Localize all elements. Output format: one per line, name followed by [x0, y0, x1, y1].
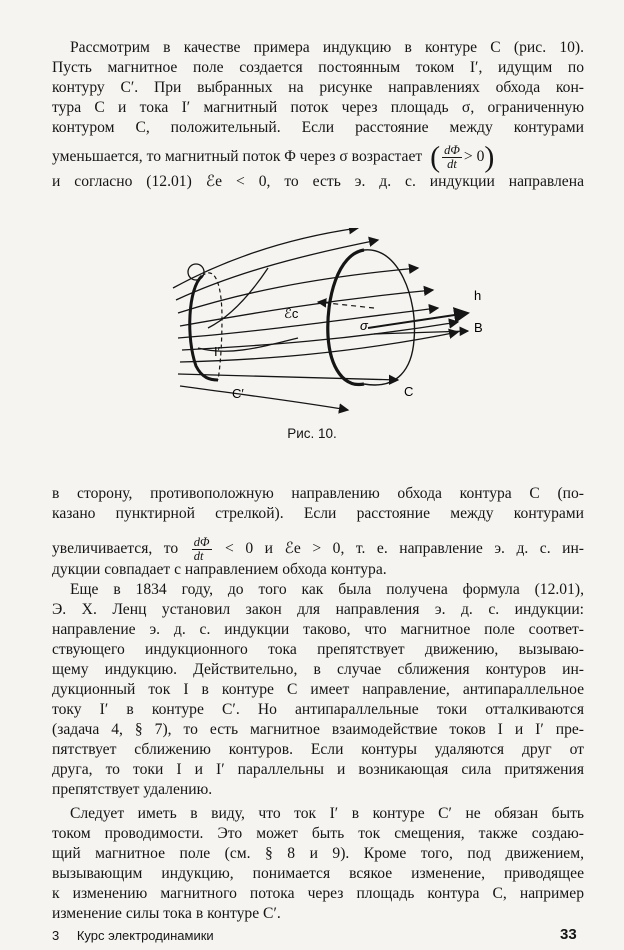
- label-current: I′: [214, 344, 221, 359]
- text-line: щему индукцию. Действительно, в случае сближения контуров ин-: [52, 661, 584, 678]
- text-line: друга, то токи I и I′ параллельны и возникающая сила притяжения: [52, 761, 584, 778]
- text-line: током проводимости. Это может быть ток смещения, также создаю-: [52, 825, 584, 842]
- text-line: пятствует сближению контуров. Если контуры удаляются друг от: [52, 741, 584, 758]
- text-line: ствующего индукционного тока препятствует движению, вызываю-: [52, 641, 584, 658]
- text-line: Еще в 1834 году, до того как была получена формула (12.01),: [70, 581, 584, 598]
- text-line: увеличивается, то: [52, 540, 179, 558]
- field-lines: [173, 228, 458, 410]
- text-line: направление э. д. с. индукции таково, что магнитное поле соответ-: [52, 621, 584, 638]
- footer-book-title: Курс электродинамики: [76, 928, 214, 943]
- formula-denominator: dt: [193, 549, 204, 563]
- text-line: < 0 и ℰe > 0, т. е. направление э. д. с. ин-: [225, 540, 584, 558]
- label-b: B: [474, 320, 483, 335]
- text-line: Рассмотрим в качестве примера индукцию в контуре C (рис. 10).: [70, 39, 584, 56]
- label-c-prime: C′: [232, 386, 244, 401]
- formula-denominator: dt: [447, 157, 457, 171]
- label-emf: ℰc: [284, 306, 299, 321]
- text-line: (задача 4, § 7), то есть магнитное взаимодействие токов I и I′ пре-: [52, 721, 584, 738]
- text-line: тура C и тока I′ магнитный поток через площадь σ, ограниченную: [52, 99, 584, 116]
- text-line: контуру C′. При выбранных на рисунке направлениях обхода кон-: [52, 79, 584, 96]
- text-line: Пусть магнитное поле создается постоянным током I′, идущим по: [52, 59, 584, 76]
- figure-10-diagram: [168, 228, 490, 428]
- figure-caption: Рис. 10.: [287, 426, 337, 441]
- text-line: к изменению магнитного потока через площадь контура C, например: [52, 885, 584, 902]
- text-line: изменение силы тока в контуре C′.: [52, 905, 281, 922]
- text-line: дукционный ток I в контуре C имеет направление, антипараллельное: [52, 681, 584, 698]
- text-line-with-formula: [52, 536, 584, 563]
- text-line: щий магнитное поле (см. § 8 и 9). Кроме того, под движением,: [52, 845, 584, 862]
- text-line: Э. Х. Ленц установил закон для направления э. д. с. индукции:: [52, 601, 584, 618]
- text-line: препятствует удалению.: [52, 781, 213, 798]
- text-line: и согласно (12.01) ℰe < 0, то есть э. д. с. индукции направлена: [52, 173, 584, 190]
- label-sigma: σ: [360, 318, 368, 333]
- text-line: казано пунктирной стрелкой). Если расстояние между контурами: [52, 505, 584, 522]
- formula-numerator: dΦ: [193, 535, 210, 549]
- text-line: Следует иметь в виду, что ток I′ в контуре C′ не обязан быть: [70, 805, 584, 822]
- formula-relation: > 0: [463, 148, 485, 166]
- formula: [192, 536, 212, 563]
- footer-signature: [52, 928, 214, 943]
- text-line: уменьшается, то магнитный поток Φ через σ возрастает: [52, 148, 423, 166]
- footer-section: 3: [52, 928, 60, 943]
- text-line: вызывающим индукцию, понимается всякое изменение, приводящее: [52, 865, 584, 882]
- formula: ( $\frac{d\Phi}{dt}$ > 0): [430, 140, 495, 174]
- text-line-with-formula: [52, 140, 584, 174]
- page-number: 33: [560, 926, 577, 943]
- label-h: h: [474, 288, 482, 303]
- text-line: дукции совпадает с направлением обхода контура.: [52, 561, 387, 578]
- label-c: C: [404, 384, 414, 399]
- text-line: контуром C, положительный. Если расстояние между контурами: [52, 119, 584, 136]
- text-line: току I′ в контуре C′. Но антипараллельные токи отталкиваются: [52, 701, 584, 718]
- formula-numerator: dΦ: [444, 143, 460, 157]
- text-line: в сторону, противоположную направлению обхода контура C (по-: [52, 485, 584, 502]
